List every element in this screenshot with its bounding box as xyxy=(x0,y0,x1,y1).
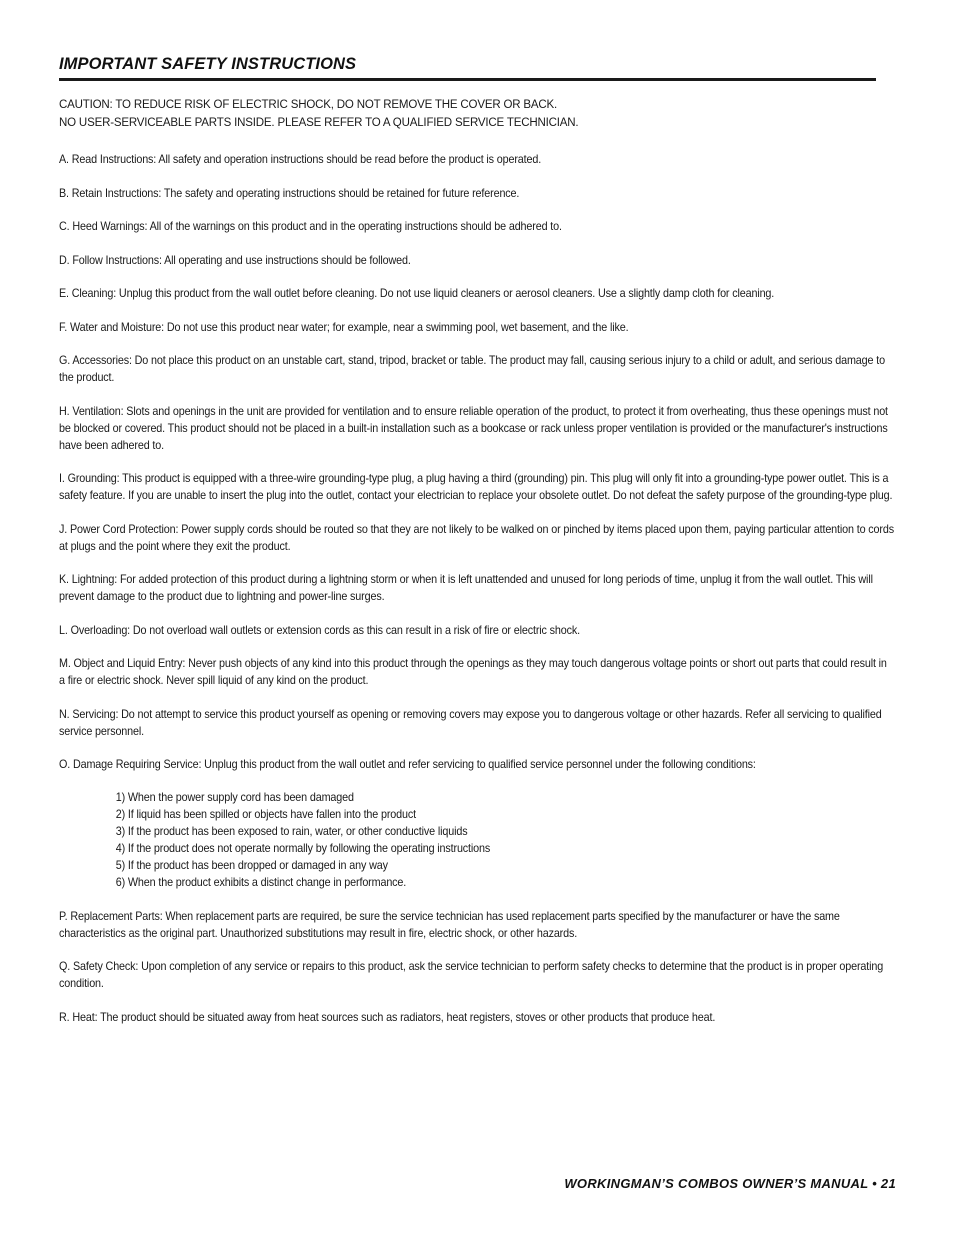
page-footer: WORKINGMAN’S COMBOS OWNER’S MANUAL • 21 xyxy=(564,1176,896,1191)
instruction-item-m: M. Object and Liquid Entry: Never push objects of any kind into this product through the openings as they may touch dangerous voltage points or short out parts that could result in a fire or electric shock. Never spill liquid of any kind on the product. xyxy=(59,657,887,687)
instruction-item-b: B. Retain Instructions: The safety and operating instructions should be retained for future reference. xyxy=(59,186,520,200)
instruction-item-c: C. Heed Warnings: All of the warnings on this product and in the operating instructions should be adhered to. xyxy=(59,220,562,233)
instruction-item-q: Q. Safety Check: Upon completion of any service or repairs to this product, ask the service technician to perform safety checks to determine that the product is in proper operating condition. xyxy=(59,960,884,990)
condition-item: 2) If liquid has been spilled or objects have fallen into the product xyxy=(115,808,416,821)
instruction-item-i: I. Grounding: This product is equipped with a three-wire grounding-type plug, a plug having a third (grounding) pin. This plug will only fit into a grounding-type power outlet. This is a safety feature. If you are unable to insert the plug into the outlet, contact your electrician to replace your obsolete outlet. Do not defeat the safety purpose of the grounding-type plug. xyxy=(59,472,893,502)
instruction-list xyxy=(59,151,894,1042)
caution-line-1: CAUTION: TO REDUCE RISK OF ELECTRIC SHOCK, DO NOT REMOVE THE COVER OR BACK. xyxy=(59,97,558,111)
instruction-item-g: G. Accessories: Do not place this product on an unstable cart, stand, tripod, bracket or table. The product may fall, causing serious injury to a child or adult, and serious damage to the product. xyxy=(59,354,885,384)
caution-line-2: NO USER-SERVICEABLE PARTS INSIDE. PLEASE REFER TO A QUALIFIED SERVICE TECHNICIAN. xyxy=(59,115,579,129)
instruction-item-f: F. Water and Moisture: Do not use this product near water; for example, near a swimming pool, wet basement, and the like. xyxy=(59,320,629,334)
instruction-item-j: J. Power Cord Protection: Power supply cords should be routed so that they are not likely to be walked on or pinched by items placed upon them, paying particular attention to cords at plugs and the point where they exit the product. xyxy=(59,522,894,553)
instruction-item-l: L. Overloading: Do not overload wall outlets or extension cords as this can result in a risk of fire or electric shock. xyxy=(59,623,580,637)
section-header xyxy=(59,54,876,81)
instruction-item-p: P. Replacement Parts: When replacement parts are required, be sure the service technician has used replacement parts specified by the manufacturer or have the same characteristics as the original part. Unauthorized substitutions may result in fire, electric shock, or other hazards. xyxy=(59,909,840,940)
section-title: IMPORTANT SAFETY INSTRUCTIONS xyxy=(59,55,357,73)
instruction-item-h: H. Ventilation: Slots and openings in the unit are provided for ventilation and to ensure reliable operation of the product, to protect it from overheating, thus these openings must not be blocked or covered. This product should not be placed in a built-in installation such as a bookcase or rack unless proper ventilation is provided or the manufacturer's instructions have been adhered to. xyxy=(59,404,888,452)
instruction-item-n: N. Servicing: Do not attempt to service this product yourself as opening or removing covers may expose you to dangerous voltage or other hazards. Refer all servicing to qualified service personnel. xyxy=(59,707,882,738)
condition-item: 4) If the product does not operate normally by following the operating instructions xyxy=(115,842,491,855)
instruction-item-k: K. Lightning: For added protection of this product during a lightning storm or when it is left unattended and unused for long periods of time, unplug it from the wall outlet. This will prevent damage to the product due to lightning and power-line surges. xyxy=(59,573,873,603)
condition-item: 6) When the product exhibits a distinct change in performance. xyxy=(115,876,407,889)
condition-item: 1) When the power supply cord has been damaged xyxy=(115,791,354,804)
instruction-item-d: D. Follow Instructions: All operating and use instructions should be followed. xyxy=(59,253,411,267)
service-conditions-list xyxy=(116,789,894,891)
condition-item: 3) If the product has been exposed to rain, water, or other conductive liquids xyxy=(115,825,468,838)
instruction-item-a: A. Read Instructions: All safety and operation instructions should be read before the product is operated. xyxy=(59,153,542,166)
instruction-item-o: O. Damage Requiring Service: Unplug this product from the wall outlet and refer servicing to qualified service personnel under the following conditions: xyxy=(59,758,756,771)
condition-item: 5) If the product has been dropped or damaged in any way xyxy=(115,859,388,872)
instruction-item-e: E. Cleaning: Unplug this product from the wall outlet before cleaning. Do not use liquid cleaners or aerosol cleaners. Use a slightly damp cloth for cleaning. xyxy=(59,287,775,300)
caution-notice xyxy=(59,95,840,131)
instruction-item-r: R. Heat: The product should be situated away from heat sources such as radiators, heat registers, stoves or other products that produce heat. xyxy=(59,1010,716,1024)
